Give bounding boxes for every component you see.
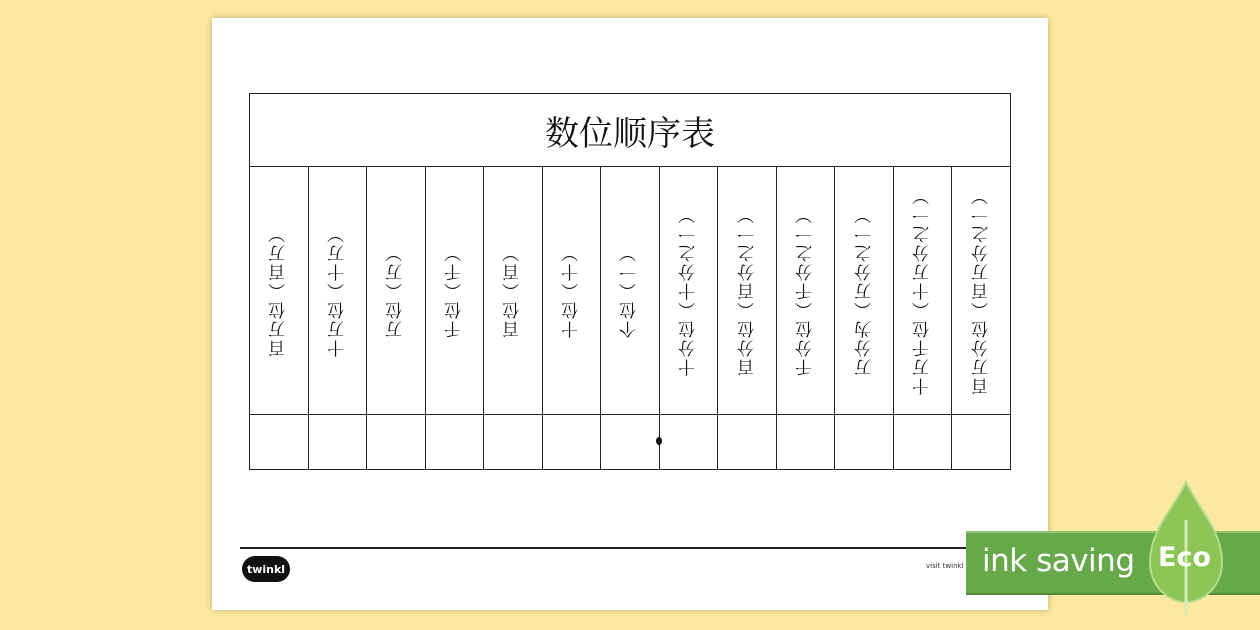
footer-divider — [240, 547, 1020, 549]
table-columns — [250, 166, 1010, 469]
answer-cell[interactable] — [894, 414, 952, 469]
column-label: 百万分位（百万分之一） — [971, 185, 992, 395]
answer-cell[interactable] — [309, 414, 367, 469]
decimal-point-dot — [656, 437, 662, 445]
column-label: 千分位（千分之一） — [796, 204, 817, 376]
column-label: 十万千位（十万分之一） — [913, 185, 934, 395]
answer-cell[interactable] — [426, 414, 484, 469]
column-header-cell — [718, 166, 776, 415]
table-column — [718, 166, 777, 469]
table-column — [250, 166, 309, 469]
table-column — [543, 166, 602, 469]
twinkl-logo — [242, 556, 290, 582]
table-column — [835, 166, 894, 469]
column-label: 万位（万） — [386, 242, 407, 338]
column-header-cell — [426, 166, 484, 415]
column-header-cell — [309, 166, 367, 415]
column-header-cell — [250, 166, 308, 415]
table-column — [660, 166, 719, 469]
table-column — [426, 166, 485, 469]
table-column — [601, 166, 660, 469]
answer-cell[interactable] — [952, 414, 1010, 469]
table-title-row — [250, 94, 1010, 167]
answer-cell[interactable] — [835, 414, 893, 469]
table-column — [367, 166, 426, 469]
table-title: 数位顺序表 — [545, 113, 715, 154]
answer-cell[interactable] — [484, 414, 542, 469]
answer-cell[interactable] — [660, 414, 718, 469]
column-header-cell — [367, 166, 425, 415]
table-column — [894, 166, 953, 469]
answer-cell[interactable] — [718, 414, 776, 469]
column-label: 百万位（百万） — [269, 223, 290, 357]
table-column — [484, 166, 543, 469]
table-column — [952, 166, 1010, 469]
answer-cell[interactable] — [250, 414, 308, 469]
column-header-cell — [543, 166, 601, 415]
ink-saving-label: ink saving — [982, 543, 1135, 579]
column-header-cell — [952, 166, 1010, 415]
logo-text: twinkl — [246, 562, 286, 576]
column-header-cell — [660, 166, 718, 415]
table-column — [777, 166, 836, 469]
column-header-cell — [835, 166, 893, 415]
column-header-cell — [894, 166, 952, 415]
column-label: 十位（十） — [561, 242, 582, 338]
answer-cell[interactable] — [601, 414, 659, 469]
worksheet-page — [212, 18, 1048, 610]
place-value-table — [249, 93, 1011, 470]
column-header-cell — [777, 166, 835, 415]
answer-cell[interactable] — [543, 414, 601, 469]
column-label: 十万位（十万） — [327, 223, 348, 357]
table-column — [309, 166, 368, 469]
column-label: 十分位（十分之一） — [678, 204, 699, 376]
eco-label: Eco — [1158, 542, 1211, 573]
column-header-cell — [484, 166, 542, 415]
column-label: 个位（一） — [620, 242, 641, 338]
column-label: 百分位（百分之一） — [737, 204, 758, 376]
answer-cell[interactable] — [777, 414, 835, 469]
answer-cell[interactable] — [367, 414, 425, 469]
column-label: 千位（千） — [444, 242, 465, 338]
column-label: 万分为（万分之一） — [854, 204, 875, 376]
column-label: 百位（百） — [503, 242, 524, 338]
column-header-cell — [601, 166, 659, 415]
visit-text: visit twinkl — [926, 562, 964, 570]
